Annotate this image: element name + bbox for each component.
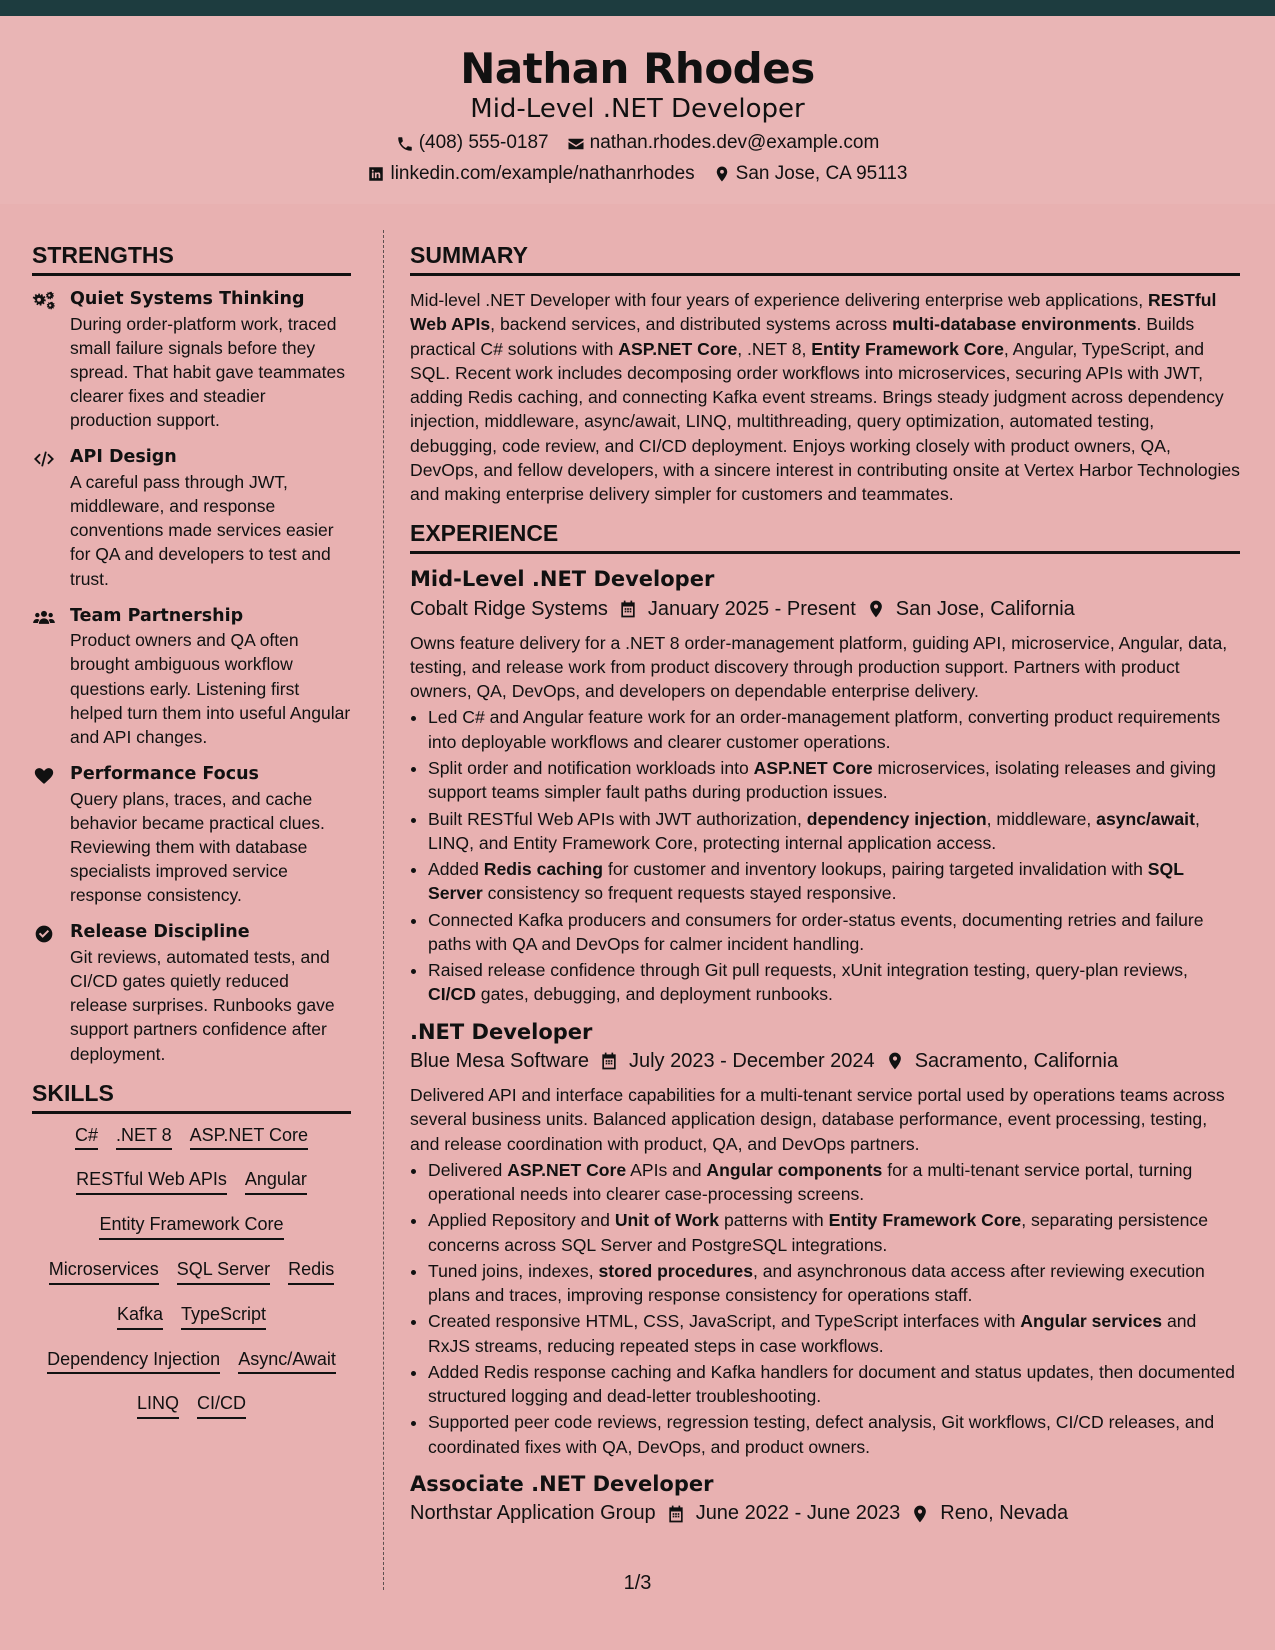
job-bullet: [428, 756, 1240, 805]
bold-text: multi-database environments: [892, 314, 1137, 335]
job-dates: January 2025 - Present: [647, 597, 856, 620]
skill-row: [32, 1350, 351, 1375]
text-run: , middleware,: [986, 808, 1097, 829]
job-company: Blue Mesa Software: [410, 1049, 589, 1072]
pin-icon-wrap: [910, 1504, 930, 1524]
text-run: , and asynchronous data access after reviewing execution plans and traces, improving response consistency for operations staff.: [428, 1260, 1205, 1306]
text-run: APIs and: [626, 1159, 707, 1180]
bold-text: Entity Framework Core: [811, 338, 1004, 359]
calendar-icon: [618, 599, 638, 619]
text-run: microservices, isolating releases and giving support teams simpler fault paths during production issues.: [428, 758, 1216, 803]
job-entry: [410, 566, 1240, 1006]
strength-text: [70, 605, 351, 749]
job-meta: [410, 1050, 1240, 1073]
text-run: Connected Kafka producers and consumers for order-status events, documenting retries and failure paths with QA and DevOps for calmer incident handling.: [428, 909, 1204, 954]
summary-heading: SUMMARY: [410, 242, 1240, 276]
skill-row: [32, 1260, 351, 1285]
map-pin-icon: [866, 599, 886, 619]
job-company: Northstar Application Group: [410, 1502, 656, 1525]
strength-body: During order-platform work, traced small failure signals before they spread. That habit gave teammates clearer fixes and steadier production support.: [70, 313, 345, 431]
job-bullet: [428, 807, 1240, 856]
text-run: , Angular, TypeScript, and SQL. Recent work includes decomposing order workflows into microservices, securing APIs with JWT, adding Redis caching, and connecting Kafka event streams. Brings steady judgment across dependency injection, middleware, async/await, LINQ, multithreading, query optimization, automated testing, debugging, code review, and CI/CD deployment. Enjoys working closely with product owners, QA, DevOps, and fellow developers, with a sincere interest in contributing onsite at Vertex Harbor Technologies and making enterprise delivery simpler for customers and teammates.: [410, 338, 1240, 505]
job-bullet: [428, 1158, 1240, 1207]
bold-text: ASP.NET Core: [618, 338, 738, 359]
job-meta: [410, 598, 1240, 621]
job-bullets: [410, 705, 1240, 1006]
email-contact[interactable]: [567, 131, 880, 156]
text-run: Created responsive HTML, CSS, JavaScript, and TypeScript interfaces with: [428, 1311, 1021, 1332]
bold-text: Angular components: [706, 1159, 883, 1180]
text-run: Mid-level .NET Developer with four years of experience delivering enterprise web applications,: [410, 290, 1148, 310]
text-run: . Builds practical C# solutions with: [410, 314, 1195, 359]
strength-text: [70, 446, 351, 590]
page-number: 1/3: [623, 1572, 652, 1594]
contact-row-1: [0, 131, 1275, 156]
experience-heading: EXPERIENCE: [410, 520, 1240, 554]
skill-tag: Redis: [288, 1260, 334, 1285]
bold-text: Entity Framework Core: [828, 1210, 1022, 1231]
phone-text: (408) 555-0187: [418, 132, 549, 154]
job-bullet: [428, 1208, 1240, 1257]
skill-tag: RESTful Web APIs: [76, 1170, 227, 1195]
text-run: Added Redis response caching and Kafka handlers for document and status updates, then documented structured logging and dead-letter troubleshooting.: [428, 1361, 1235, 1407]
text-run: , backend services, and distributed systems across: [490, 314, 893, 335]
bold-text: CI/CD: [428, 984, 476, 1005]
candidate-name: Nathan Rhodes: [460, 44, 815, 93]
strength-body: Product owners and QA often brought ambiguous workflow questions early. Listening first helped turn them into useful Angular and API changes.: [70, 630, 351, 747]
bold-text: ASP.NET Core: [753, 758, 873, 779]
strength-title: API Design: [70, 447, 177, 468]
summary-text: [410, 288, 1240, 506]
job-entry: [410, 1471, 1240, 1525]
job-bullet: [428, 1360, 1240, 1409]
job-bullet: [428, 857, 1240, 906]
skills-list: [32, 1126, 351, 1420]
job-bullet: [428, 908, 1240, 957]
calendar-icon: [599, 1051, 619, 1071]
bold-text: stored procedures: [598, 1260, 753, 1281]
skill-row: [32, 1394, 351, 1419]
check-circle-icon: [32, 921, 60, 1065]
job-meta: [410, 1502, 1240, 1525]
strength-text: [70, 921, 351, 1065]
calendar-icon-wrap: [666, 1504, 686, 1524]
job-company: Cobalt Ridge Systems: [410, 597, 608, 620]
bold-text: SQL Server: [428, 859, 1184, 904]
bold-text: Unit of Work: [614, 1210, 720, 1231]
skill-tag: .NET 8: [116, 1126, 172, 1151]
skill-row: [32, 1170, 351, 1195]
text-run: Added: [428, 859, 484, 880]
text-run: Tuned joins, indexes,: [428, 1260, 599, 1281]
text-run: Led C# and Angular feature work for an order-management platform, converting product requirements into deployable workflows and clearer customer operations.: [428, 707, 1221, 752]
bold-text: ASP.NET Core: [507, 1159, 627, 1180]
bold-text: Angular services: [1020, 1311, 1163, 1332]
linkedin-contact[interactable]: [367, 162, 694, 187]
phone-icon: [396, 135, 414, 153]
strength-title: Quiet Systems Thinking: [70, 289, 305, 309]
strength-text: [70, 288, 351, 432]
skill-row: [32, 1215, 351, 1240]
skill-tag: ASP.NET Core: [190, 1126, 308, 1151]
text-run: consistency so frequent requests stayed responsive.: [482, 883, 897, 904]
job-bullet: [428, 1309, 1240, 1358]
job-location: Reno, Nevada: [940, 1502, 1069, 1525]
job-bullets: [410, 1158, 1240, 1459]
location-contact: [713, 162, 908, 187]
calendar-icon: [666, 1504, 686, 1524]
job-title: .NET Developer: [410, 1019, 593, 1044]
skill-tag: LINQ: [137, 1394, 179, 1419]
email-text: nathan.rhodes.dev@example.com: [589, 132, 880, 154]
skill-row: [32, 1126, 351, 1151]
left-column: [32, 242, 351, 1439]
strength-body: Git reviews, automated tests, and CI/CD gates quietly reduced release surprises. Runbooks gave support partners confidence after deployment.: [70, 946, 335, 1064]
text-run: , .NET 8,: [737, 338, 812, 359]
users-icon: [32, 605, 60, 749]
skill-tag: Dependency Injection: [47, 1350, 220, 1375]
job-bullet: [428, 705, 1240, 754]
text-run: , LINQ, and Entity Framework Core, protecting internal application access.: [428, 808, 1200, 853]
map-pin-icon: [910, 1504, 930, 1524]
job-location: Sacramento, California: [914, 1049, 1119, 1072]
skill-tag: Angular: [245, 1170, 307, 1195]
bold-text: Redis caching: [483, 859, 604, 880]
bold-text: async/await: [1096, 808, 1195, 829]
gears-icon: [32, 288, 60, 432]
phone-contact[interactable]: [396, 131, 549, 156]
code-icon: [32, 446, 60, 590]
skill-tag: TypeScript: [181, 1305, 266, 1330]
jobs-list: [410, 566, 1240, 1525]
job-description: Owns feature delivery for a .NET 8 order-management platform, guiding API, microservice, Angular, data, testing, and release work from product discovery through production support. Partners with product owners, QA, DevOps, and developers on dependable enterprise delivery.: [410, 632, 1228, 702]
strength-item: [32, 288, 351, 432]
job-location: San Jose, California: [895, 597, 1075, 620]
candidate-role: Mid-Level .NET Developer: [470, 94, 805, 125]
column-divider: [383, 230, 384, 1590]
skill-tag: C#: [75, 1126, 98, 1151]
job-title: Associate .NET Developer: [410, 1471, 714, 1496]
pin-icon-wrap: [866, 599, 886, 619]
job-dates: July 2023 - December 2024: [628, 1049, 875, 1072]
text-run: Built RESTful Web APIs with JWT authorization,: [428, 808, 807, 829]
skill-tag: SQL Server: [177, 1260, 270, 1285]
skill-tag: Async/Await: [238, 1350, 336, 1375]
text-run: , separating persistence concerns across SQL Server and PostgreSQL integrations.: [428, 1210, 1208, 1255]
resume-header: [0, 16, 1275, 204]
text-run: and RxJS streams, reducing repeated steps in case workflows.: [428, 1311, 1197, 1356]
strengths-list: [32, 288, 351, 1066]
text-run: Raised release confidence through Git pull requests, xUnit integration testing, query-plan reviews,: [428, 960, 1188, 981]
right-column: [410, 242, 1240, 1535]
job-title: Mid-Level .NET Developer: [410, 567, 715, 592]
strength-item: [32, 763, 351, 907]
strength-title: Team Partnership: [70, 605, 244, 626]
text-run: for a multi-tenant service portal, turning operational needs into clearer case-processing screens.: [428, 1159, 1193, 1205]
location-text: San Jose, CA 95113: [735, 163, 908, 185]
text-run: Supported peer code reviews, regression testing, defect analysis, Git workflows, CI/CD releases, and coordinated fixes with QA, DevOps, and product owners.: [428, 1412, 1215, 1457]
text-run: Applied Repository and: [428, 1210, 615, 1231]
linkedin-icon: [367, 165, 385, 183]
strength-item: [32, 446, 351, 590]
contact-row-2: [0, 162, 1275, 187]
text-run: for customer and inventory lookups, pairing targeted invalidation with: [603, 859, 1148, 880]
calendar-icon-wrap: [618, 599, 638, 619]
job-bullet: [428, 958, 1240, 1007]
strength-title: Performance Focus: [70, 763, 259, 784]
strength-text: [70, 763, 351, 907]
map-pin-icon: [885, 1051, 905, 1071]
skill-tag: Microservices: [49, 1260, 159, 1285]
skill-tag: Kafka: [117, 1305, 163, 1330]
strength-item: [32, 605, 351, 749]
text-run: patterns with: [719, 1210, 829, 1231]
job-bullet: [428, 1259, 1240, 1308]
skill-row: [32, 1305, 351, 1330]
skill-tag: Entity Framework Core: [99, 1215, 283, 1240]
job-bullet: [428, 1410, 1240, 1459]
pin-icon-wrap: [885, 1051, 905, 1071]
heart-icon: [32, 763, 60, 907]
envelope-icon: [567, 135, 585, 153]
strength-body: A careful pass through JWT, middleware, and response conventions made services easier for QA and developers to test and trust.: [70, 471, 334, 589]
job-dates: June 2022 - June 2023: [695, 1502, 901, 1525]
skill-tag: CI/CD: [197, 1394, 246, 1419]
linkedin-text: linkedin.com/example/nathanrhodes: [390, 163, 695, 185]
bold-text: RESTful Web APIs: [410, 290, 1217, 335]
strengths-heading: STRENGTHS: [32, 242, 351, 276]
top-accent-bar: [0, 0, 1275, 16]
skills-heading: SKILLS: [32, 1080, 351, 1114]
text-run: Split order and notification workloads into: [428, 758, 754, 779]
text-run: gates, debugging, and deployment runbooks.: [475, 984, 833, 1005]
calendar-icon-wrap: [599, 1051, 619, 1071]
strength-title: Release Discipline: [70, 922, 250, 943]
map-pin-icon: [713, 165, 731, 183]
strength-item: [32, 921, 351, 1065]
strength-body: Query plans, traces, and cache behavior became practical clues. Reviewing them with database specialists improved service response consistency.: [70, 788, 325, 906]
text-run: Delivered: [428, 1159, 508, 1180]
job-description: Delivered API and interface capabilities for a multi-tenant service portal used by operations teams across several business units. Balanced application design, database performance, event processing, testing, and release coordination with product, QA, and DevOps partners.: [410, 1084, 1225, 1154]
bold-text: dependency injection: [806, 808, 987, 829]
job-entry: [410, 1019, 1240, 1459]
